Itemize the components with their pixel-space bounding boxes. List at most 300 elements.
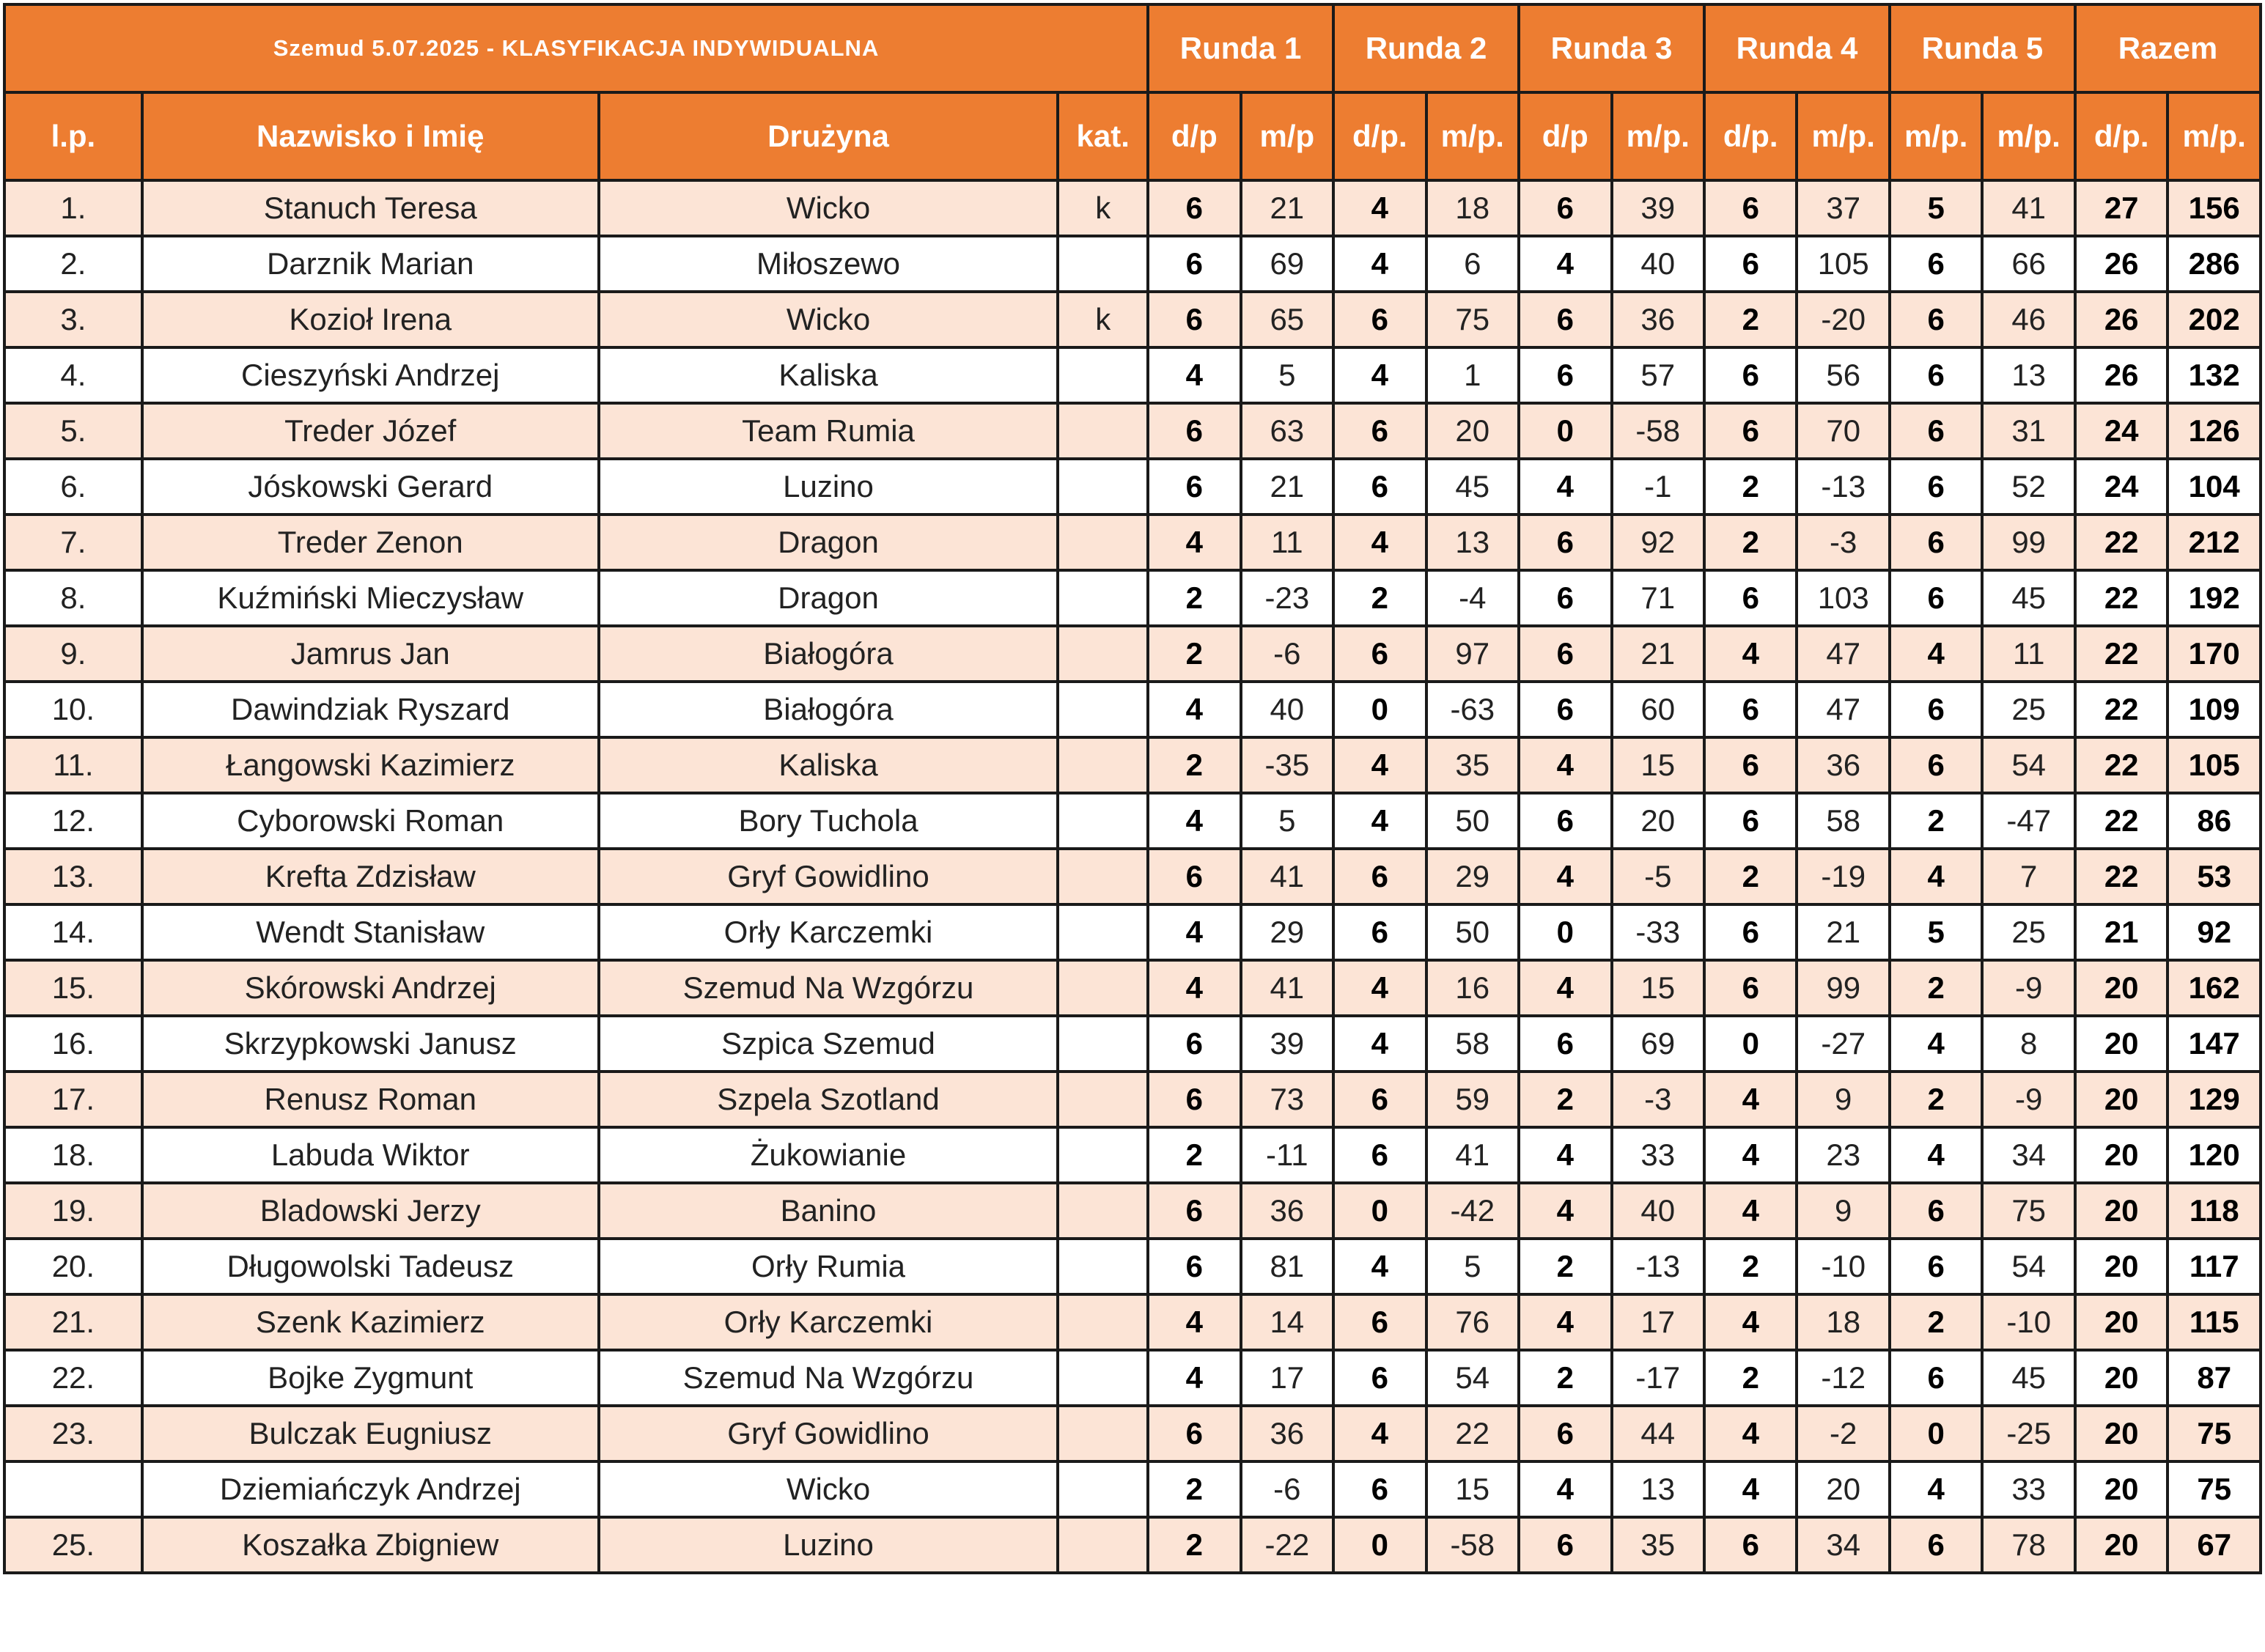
cell-r5-dp: 2 xyxy=(1890,1072,1982,1127)
cell-total-mp: 162 xyxy=(2168,960,2261,1016)
table-title: Szemud 5.07.2025 - KLASYFIKACJA INDYWIDUALNA xyxy=(4,4,1148,92)
cell-r1-dp: 4 xyxy=(1148,1294,1240,1350)
cell-r2-mp: 50 xyxy=(1426,793,1519,849)
cell-r3-mp: 20 xyxy=(1612,793,1704,849)
cell-place: 14. xyxy=(4,904,142,960)
cell-place: 18. xyxy=(4,1127,142,1183)
cell-r4-mp: 23 xyxy=(1797,1127,1889,1183)
table-row xyxy=(4,292,2261,347)
cell-team: Banino xyxy=(599,1183,1058,1239)
cell-r4-dp: 2 xyxy=(1704,515,1797,570)
cell-category xyxy=(1058,960,1148,1016)
table-row xyxy=(4,236,2261,292)
cell-r3-dp: 0 xyxy=(1519,904,1611,960)
cell-r2-dp: 6 xyxy=(1333,1294,1426,1350)
cell-team: Dragon xyxy=(599,570,1058,626)
table-row xyxy=(4,1406,2261,1461)
cell-r3-mp: 15 xyxy=(1612,737,1704,793)
cell-r2-mp: 16 xyxy=(1426,960,1519,1016)
cell-r3-dp: 2 xyxy=(1519,1072,1611,1127)
cell-r4-mp: 47 xyxy=(1797,626,1889,682)
cell-r5-mp: 33 xyxy=(1982,1461,2074,1517)
cell-r1-dp: 4 xyxy=(1148,960,1240,1016)
table-row xyxy=(4,1183,2261,1239)
cell-place: 8. xyxy=(4,570,142,626)
cell-r3-mp: 44 xyxy=(1612,1406,1704,1461)
cell-team: Team Rumia xyxy=(599,403,1058,459)
cell-r1-dp: 6 xyxy=(1148,1183,1240,1239)
cell-r3-mp: 15 xyxy=(1612,960,1704,1016)
cell-total-dp: 20 xyxy=(2075,1406,2168,1461)
cell-r2-mp: 75 xyxy=(1426,292,1519,347)
cell-r4-mp: -19 xyxy=(1797,849,1889,904)
cell-r5-mp: 54 xyxy=(1982,1239,2074,1294)
cell-category xyxy=(1058,570,1148,626)
cell-r3-dp: 4 xyxy=(1519,1461,1611,1517)
cell-r2-dp: 6 xyxy=(1333,459,1426,515)
cell-name: Łangowski Kazimierz xyxy=(142,737,599,793)
cell-r1-dp: 6 xyxy=(1148,1016,1240,1072)
cell-r3-mp: -5 xyxy=(1612,849,1704,904)
cell-r3-mp: 60 xyxy=(1612,682,1704,737)
cell-r1-dp: 4 xyxy=(1148,793,1240,849)
cell-total-mp: 147 xyxy=(2168,1016,2261,1072)
cell-name: Treder Zenon xyxy=(142,515,599,570)
cell-r4-mp: 47 xyxy=(1797,682,1889,737)
cell-name: Darznik Marian xyxy=(142,236,599,292)
cell-r3-mp: 69 xyxy=(1612,1016,1704,1072)
cell-r2-dp: 4 xyxy=(1333,1406,1426,1461)
cell-total-mp: 115 xyxy=(2168,1294,2261,1350)
cell-r5-dp: 6 xyxy=(1890,1239,1982,1294)
col-header-team: Drużyna xyxy=(599,92,1058,180)
cell-name: Kuźmiński Mieczysław xyxy=(142,570,599,626)
cell-r3-dp: 6 xyxy=(1519,515,1611,570)
cell-r4-mp: -27 xyxy=(1797,1016,1889,1072)
cell-r4-dp: 6 xyxy=(1704,347,1797,403)
cell-r2-dp: 6 xyxy=(1333,1127,1426,1183)
cell-r1-mp: -6 xyxy=(1241,1461,1333,1517)
cell-r3-dp: 6 xyxy=(1519,347,1611,403)
cell-r1-mp: 21 xyxy=(1241,180,1333,236)
cell-r1-mp: 5 xyxy=(1241,347,1333,403)
table-row xyxy=(4,403,2261,459)
cell-r3-mp: -3 xyxy=(1612,1072,1704,1127)
table-row xyxy=(4,459,2261,515)
table-row xyxy=(4,1517,2261,1573)
cell-place: 3. xyxy=(4,292,142,347)
cell-r1-dp: 4 xyxy=(1148,515,1240,570)
cell-team: Wicko xyxy=(599,1461,1058,1517)
table-row xyxy=(4,1072,2261,1127)
table-row xyxy=(4,849,2261,904)
cell-category xyxy=(1058,1127,1148,1183)
cell-name: Skrzypkowski Janusz xyxy=(142,1016,599,1072)
cell-r5-dp: 6 xyxy=(1890,1350,1982,1406)
cell-r4-dp: 6 xyxy=(1704,236,1797,292)
cell-r2-mp: 76 xyxy=(1426,1294,1519,1350)
cell-r2-mp: 54 xyxy=(1426,1350,1519,1406)
cell-r3-dp: 6 xyxy=(1519,292,1611,347)
cell-r4-mp: 99 xyxy=(1797,960,1889,1016)
cell-r4-dp: 2 xyxy=(1704,1350,1797,1406)
cell-r2-dp: 4 xyxy=(1333,347,1426,403)
cell-r1-mp: 81 xyxy=(1241,1239,1333,1294)
cell-r1-mp: 21 xyxy=(1241,459,1333,515)
cell-r3-dp: 6 xyxy=(1519,626,1611,682)
cell-r5-mp: 25 xyxy=(1982,682,2074,737)
cell-total-dp: 27 xyxy=(2075,180,2168,236)
cell-r1-mp: 36 xyxy=(1241,1406,1333,1461)
cell-r5-mp: 52 xyxy=(1982,459,2074,515)
cell-name: Kozioł Irena xyxy=(142,292,599,347)
cell-total-mp: 75 xyxy=(2168,1406,2261,1461)
cell-place: 13. xyxy=(4,849,142,904)
table-row xyxy=(4,960,2261,1016)
cell-category: k xyxy=(1058,292,1148,347)
cell-category xyxy=(1058,793,1148,849)
cell-place: 2. xyxy=(4,236,142,292)
cell-team: Gryf Gowidlino xyxy=(599,1406,1058,1461)
cell-team: Szemud Na Wzgórzu xyxy=(599,1350,1058,1406)
table-row xyxy=(4,347,2261,403)
cell-r2-dp: 6 xyxy=(1333,1072,1426,1127)
cell-team: Orły Karczemki xyxy=(599,1294,1058,1350)
cell-r1-dp: 2 xyxy=(1148,737,1240,793)
cell-r5-dp: 6 xyxy=(1890,347,1982,403)
cell-r5-mp: 45 xyxy=(1982,570,2074,626)
cell-r5-dp: 6 xyxy=(1890,236,1982,292)
cell-r5-mp: 25 xyxy=(1982,904,2074,960)
cell-r3-dp: 4 xyxy=(1519,960,1611,1016)
cell-total-dp: 24 xyxy=(2075,403,2168,459)
cell-r5-dp: 4 xyxy=(1890,1461,1982,1517)
cell-team: Gryf Gowidlino xyxy=(599,849,1058,904)
col-header-name: Nazwisko i Imię xyxy=(142,92,599,180)
total-header: Razem xyxy=(2075,4,2261,92)
cell-r1-dp: 4 xyxy=(1148,682,1240,737)
cell-total-dp: 21 xyxy=(2075,904,2168,960)
table-row xyxy=(4,682,2261,737)
cell-name: Dawindziak Ryszard xyxy=(142,682,599,737)
cell-category xyxy=(1058,236,1148,292)
cell-total-mp: 92 xyxy=(2168,904,2261,960)
cell-category xyxy=(1058,515,1148,570)
cell-team: Bory Tuchola xyxy=(599,793,1058,849)
cell-r3-mp: 39 xyxy=(1612,180,1704,236)
cell-r4-dp: 2 xyxy=(1704,459,1797,515)
cell-r5-mp: 8 xyxy=(1982,1016,2074,1072)
cell-r2-mp: 13 xyxy=(1426,515,1519,570)
cell-total-mp: 202 xyxy=(2168,292,2261,347)
cell-r1-dp: 4 xyxy=(1148,347,1240,403)
cell-r1-dp: 6 xyxy=(1148,1406,1240,1461)
cell-r5-dp: 2 xyxy=(1890,793,1982,849)
cell-r3-dp: 0 xyxy=(1519,403,1611,459)
cell-team: Białogóra xyxy=(599,682,1058,737)
cell-total-dp: 22 xyxy=(2075,682,2168,737)
cell-r1-mp: 41 xyxy=(1241,960,1333,1016)
cell-total-dp: 22 xyxy=(2075,849,2168,904)
cell-r4-dp: 6 xyxy=(1704,737,1797,793)
cell-r2-dp: 4 xyxy=(1333,180,1426,236)
cell-category xyxy=(1058,904,1148,960)
cell-r5-dp: 6 xyxy=(1890,459,1982,515)
cell-r5-dp: 4 xyxy=(1890,626,1982,682)
round-1-header: Runda 1 xyxy=(1148,4,1333,92)
cell-r2-dp: 6 xyxy=(1333,292,1426,347)
cell-total-mp: 118 xyxy=(2168,1183,2261,1239)
col-header-total-mp: m/p. xyxy=(2168,92,2261,180)
cell-r4-dp: 4 xyxy=(1704,1127,1797,1183)
cell-r5-dp: 4 xyxy=(1890,1127,1982,1183)
col-header-r1-dp: d/p xyxy=(1148,92,1240,180)
cell-r1-dp: 6 xyxy=(1148,236,1240,292)
table-row xyxy=(4,1461,2261,1517)
cell-r5-mp: 78 xyxy=(1982,1517,2074,1573)
cell-r4-dp: 4 xyxy=(1704,1183,1797,1239)
cell-total-mp: 170 xyxy=(2168,626,2261,682)
cell-category xyxy=(1058,626,1148,682)
cell-name: Treder Józef xyxy=(142,403,599,459)
cell-place: 19. xyxy=(4,1183,142,1239)
table-row xyxy=(4,515,2261,570)
cell-r2-dp: 6 xyxy=(1333,904,1426,960)
cell-r2-dp: 4 xyxy=(1333,236,1426,292)
cell-category xyxy=(1058,1406,1148,1461)
cell-r4-mp: 58 xyxy=(1797,793,1889,849)
cell-team: Kaliska xyxy=(599,347,1058,403)
cell-category xyxy=(1058,1461,1148,1517)
cell-total-dp: 22 xyxy=(2075,626,2168,682)
cell-r2-mp: 20 xyxy=(1426,403,1519,459)
cell-r5-mp: 11 xyxy=(1982,626,2074,682)
cell-r4-mp: 103 xyxy=(1797,570,1889,626)
cell-place: 9. xyxy=(4,626,142,682)
cell-r5-dp: 4 xyxy=(1890,849,1982,904)
cell-total-mp: 192 xyxy=(2168,570,2261,626)
cell-r3-mp: 36 xyxy=(1612,292,1704,347)
cell-r3-dp: 2 xyxy=(1519,1350,1611,1406)
cell-team: Żukowianie xyxy=(599,1127,1058,1183)
cell-r2-mp: 18 xyxy=(1426,180,1519,236)
cell-r2-mp: 15 xyxy=(1426,1461,1519,1517)
table-row xyxy=(4,626,2261,682)
col-header-r3-mp: m/p. xyxy=(1612,92,1704,180)
cell-r5-dp: 5 xyxy=(1890,180,1982,236)
cell-r1-dp: 6 xyxy=(1148,292,1240,347)
cell-place xyxy=(4,1461,142,1517)
cell-r4-mp: 18 xyxy=(1797,1294,1889,1350)
cell-r5-dp: 6 xyxy=(1890,570,1982,626)
cell-total-dp: 26 xyxy=(2075,292,2168,347)
cell-category xyxy=(1058,737,1148,793)
cell-r4-mp: -12 xyxy=(1797,1350,1889,1406)
cell-r3-dp: 4 xyxy=(1519,459,1611,515)
cell-r2-mp: 29 xyxy=(1426,849,1519,904)
cell-place: 25. xyxy=(4,1517,142,1573)
cell-r2-mp: -58 xyxy=(1426,1517,1519,1573)
cell-name: Labuda Wiktor xyxy=(142,1127,599,1183)
table-row xyxy=(4,1294,2261,1350)
cell-category xyxy=(1058,1183,1148,1239)
cell-r4-dp: 6 xyxy=(1704,793,1797,849)
cell-r2-dp: 0 xyxy=(1333,1183,1426,1239)
cell-place: 16. xyxy=(4,1016,142,1072)
round-4-header: Runda 4 xyxy=(1704,4,1890,92)
cell-r2-mp: 41 xyxy=(1426,1127,1519,1183)
col-header-r3-dp: d/p xyxy=(1519,92,1611,180)
cell-place: 21. xyxy=(4,1294,142,1350)
cell-r2-mp: 59 xyxy=(1426,1072,1519,1127)
cell-r3-mp: 35 xyxy=(1612,1517,1704,1573)
cell-total-mp: 156 xyxy=(2168,180,2261,236)
cell-r1-mp: 69 xyxy=(1241,236,1333,292)
cell-r1-mp: 14 xyxy=(1241,1294,1333,1350)
cell-r2-dp: 6 xyxy=(1333,403,1426,459)
header-row-rounds xyxy=(4,4,2261,92)
cell-total-mp: 126 xyxy=(2168,403,2261,459)
cell-total-dp: 22 xyxy=(2075,515,2168,570)
cell-r3-mp: -1 xyxy=(1612,459,1704,515)
cell-total-dp: 20 xyxy=(2075,1016,2168,1072)
cell-r3-dp: 2 xyxy=(1519,1239,1611,1294)
cell-r2-mp: -63 xyxy=(1426,682,1519,737)
cell-r4-mp: 21 xyxy=(1797,904,1889,960)
cell-r3-dp: 4 xyxy=(1519,1294,1611,1350)
col-header-r2-mp: m/p. xyxy=(1426,92,1519,180)
cell-r1-mp: -11 xyxy=(1241,1127,1333,1183)
cell-r5-mp: 66 xyxy=(1982,236,2074,292)
cell-category xyxy=(1058,682,1148,737)
cell-total-mp: 109 xyxy=(2168,682,2261,737)
table-row xyxy=(4,1016,2261,1072)
cell-total-dp: 22 xyxy=(2075,737,2168,793)
cell-team: Wicko xyxy=(599,292,1058,347)
cell-category xyxy=(1058,459,1148,515)
cell-r4-dp: 2 xyxy=(1704,1239,1797,1294)
cell-category xyxy=(1058,1016,1148,1072)
table-row xyxy=(4,1350,2261,1406)
cell-r5-mp: 34 xyxy=(1982,1127,2074,1183)
cell-total-mp: 286 xyxy=(2168,236,2261,292)
cell-r5-mp: 31 xyxy=(1982,403,2074,459)
cell-name: Koszałka Zbigniew xyxy=(142,1517,599,1573)
cell-r3-mp: 21 xyxy=(1612,626,1704,682)
cell-r2-dp: 4 xyxy=(1333,515,1426,570)
cell-r5-mp: -9 xyxy=(1982,960,2074,1016)
cell-r4-mp: -10 xyxy=(1797,1239,1889,1294)
cell-r3-dp: 6 xyxy=(1519,1517,1611,1573)
cell-r2-dp: 4 xyxy=(1333,737,1426,793)
cell-total-dp: 20 xyxy=(2075,1072,2168,1127)
cell-r2-dp: 6 xyxy=(1333,849,1426,904)
cell-r4-mp: -20 xyxy=(1797,292,1889,347)
cell-name: Cyborowski Roman xyxy=(142,793,599,849)
cell-r5-mp: 7 xyxy=(1982,849,2074,904)
cell-r3-dp: 6 xyxy=(1519,682,1611,737)
cell-r5-dp: 0 xyxy=(1890,1406,1982,1461)
cell-r5-mp: -47 xyxy=(1982,793,2074,849)
round-3-header: Runda 3 xyxy=(1519,4,1704,92)
cell-r2-mp: 6 xyxy=(1426,236,1519,292)
cell-team: Dragon xyxy=(599,515,1058,570)
cell-r2-dp: 4 xyxy=(1333,793,1426,849)
cell-place: 23. xyxy=(4,1406,142,1461)
cell-total-dp: 20 xyxy=(2075,1127,2168,1183)
cell-name: Krefta Zdzisław xyxy=(142,849,599,904)
cell-total-dp: 22 xyxy=(2075,570,2168,626)
cell-r5-mp: -25 xyxy=(1982,1406,2074,1461)
cell-r1-mp: 17 xyxy=(1241,1350,1333,1406)
cell-r5-mp: 99 xyxy=(1982,515,2074,570)
cell-r4-dp: 6 xyxy=(1704,1517,1797,1573)
cell-r1-dp: 6 xyxy=(1148,1072,1240,1127)
cell-name: Jóskowski Gerard xyxy=(142,459,599,515)
cell-team: Szpela Szotland xyxy=(599,1072,1058,1127)
cell-r3-dp: 6 xyxy=(1519,1016,1611,1072)
cell-r5-dp: 6 xyxy=(1890,1517,1982,1573)
cell-total-dp: 20 xyxy=(2075,1517,2168,1573)
cell-r4-dp: 4 xyxy=(1704,1461,1797,1517)
cell-total-mp: 129 xyxy=(2168,1072,2261,1127)
cell-r5-mp: 45 xyxy=(1982,1350,2074,1406)
cell-r4-mp: 34 xyxy=(1797,1517,1889,1573)
col-header-category: kat. xyxy=(1058,92,1148,180)
col-header-r2-dp: d/p. xyxy=(1333,92,1426,180)
cell-r2-mp: 58 xyxy=(1426,1016,1519,1072)
cell-place: 6. xyxy=(4,459,142,515)
cell-r4-mp: -2 xyxy=(1797,1406,1889,1461)
cell-r1-dp: 6 xyxy=(1148,849,1240,904)
cell-r4-dp: 6 xyxy=(1704,682,1797,737)
cell-r5-dp: 2 xyxy=(1890,960,1982,1016)
cell-r1-mp: -23 xyxy=(1241,570,1333,626)
cell-r5-dp: 2 xyxy=(1890,1294,1982,1350)
cell-name: Renusz Roman xyxy=(142,1072,599,1127)
cell-place: 7. xyxy=(4,515,142,570)
cell-r1-dp: 4 xyxy=(1148,1350,1240,1406)
cell-r4-dp: 6 xyxy=(1704,403,1797,459)
cell-team: Szemud Na Wzgórzu xyxy=(599,960,1058,1016)
cell-r4-mp: 37 xyxy=(1797,180,1889,236)
cell-team: Orły Rumia xyxy=(599,1239,1058,1294)
cell-total-dp: 20 xyxy=(2075,1350,2168,1406)
cell-r2-mp: 22 xyxy=(1426,1406,1519,1461)
cell-r2-dp: 0 xyxy=(1333,682,1426,737)
cell-r3-dp: 6 xyxy=(1519,570,1611,626)
col-header-r4-mp: m/p. xyxy=(1797,92,1889,180)
round-5-header: Runda 5 xyxy=(1890,4,2075,92)
cell-r3-dp: 4 xyxy=(1519,737,1611,793)
cell-r1-dp: 2 xyxy=(1148,1461,1240,1517)
cell-name: Skórowski Andrzej xyxy=(142,960,599,1016)
cell-category xyxy=(1058,347,1148,403)
cell-place: 15. xyxy=(4,960,142,1016)
cell-r4-dp: 4 xyxy=(1704,1294,1797,1350)
cell-name: Cieszyński Andrzej xyxy=(142,347,599,403)
cell-r2-dp: 2 xyxy=(1333,570,1426,626)
cell-total-mp: 67 xyxy=(2168,1517,2261,1573)
cell-r2-dp: 6 xyxy=(1333,1350,1426,1406)
cell-r1-dp: 4 xyxy=(1148,904,1240,960)
cell-name: Bladowski Jerzy xyxy=(142,1183,599,1239)
cell-r1-dp: 2 xyxy=(1148,1517,1240,1573)
cell-r4-mp: 56 xyxy=(1797,347,1889,403)
cell-total-dp: 20 xyxy=(2075,1294,2168,1350)
cell-r5-dp: 6 xyxy=(1890,292,1982,347)
cell-r1-mp: 40 xyxy=(1241,682,1333,737)
